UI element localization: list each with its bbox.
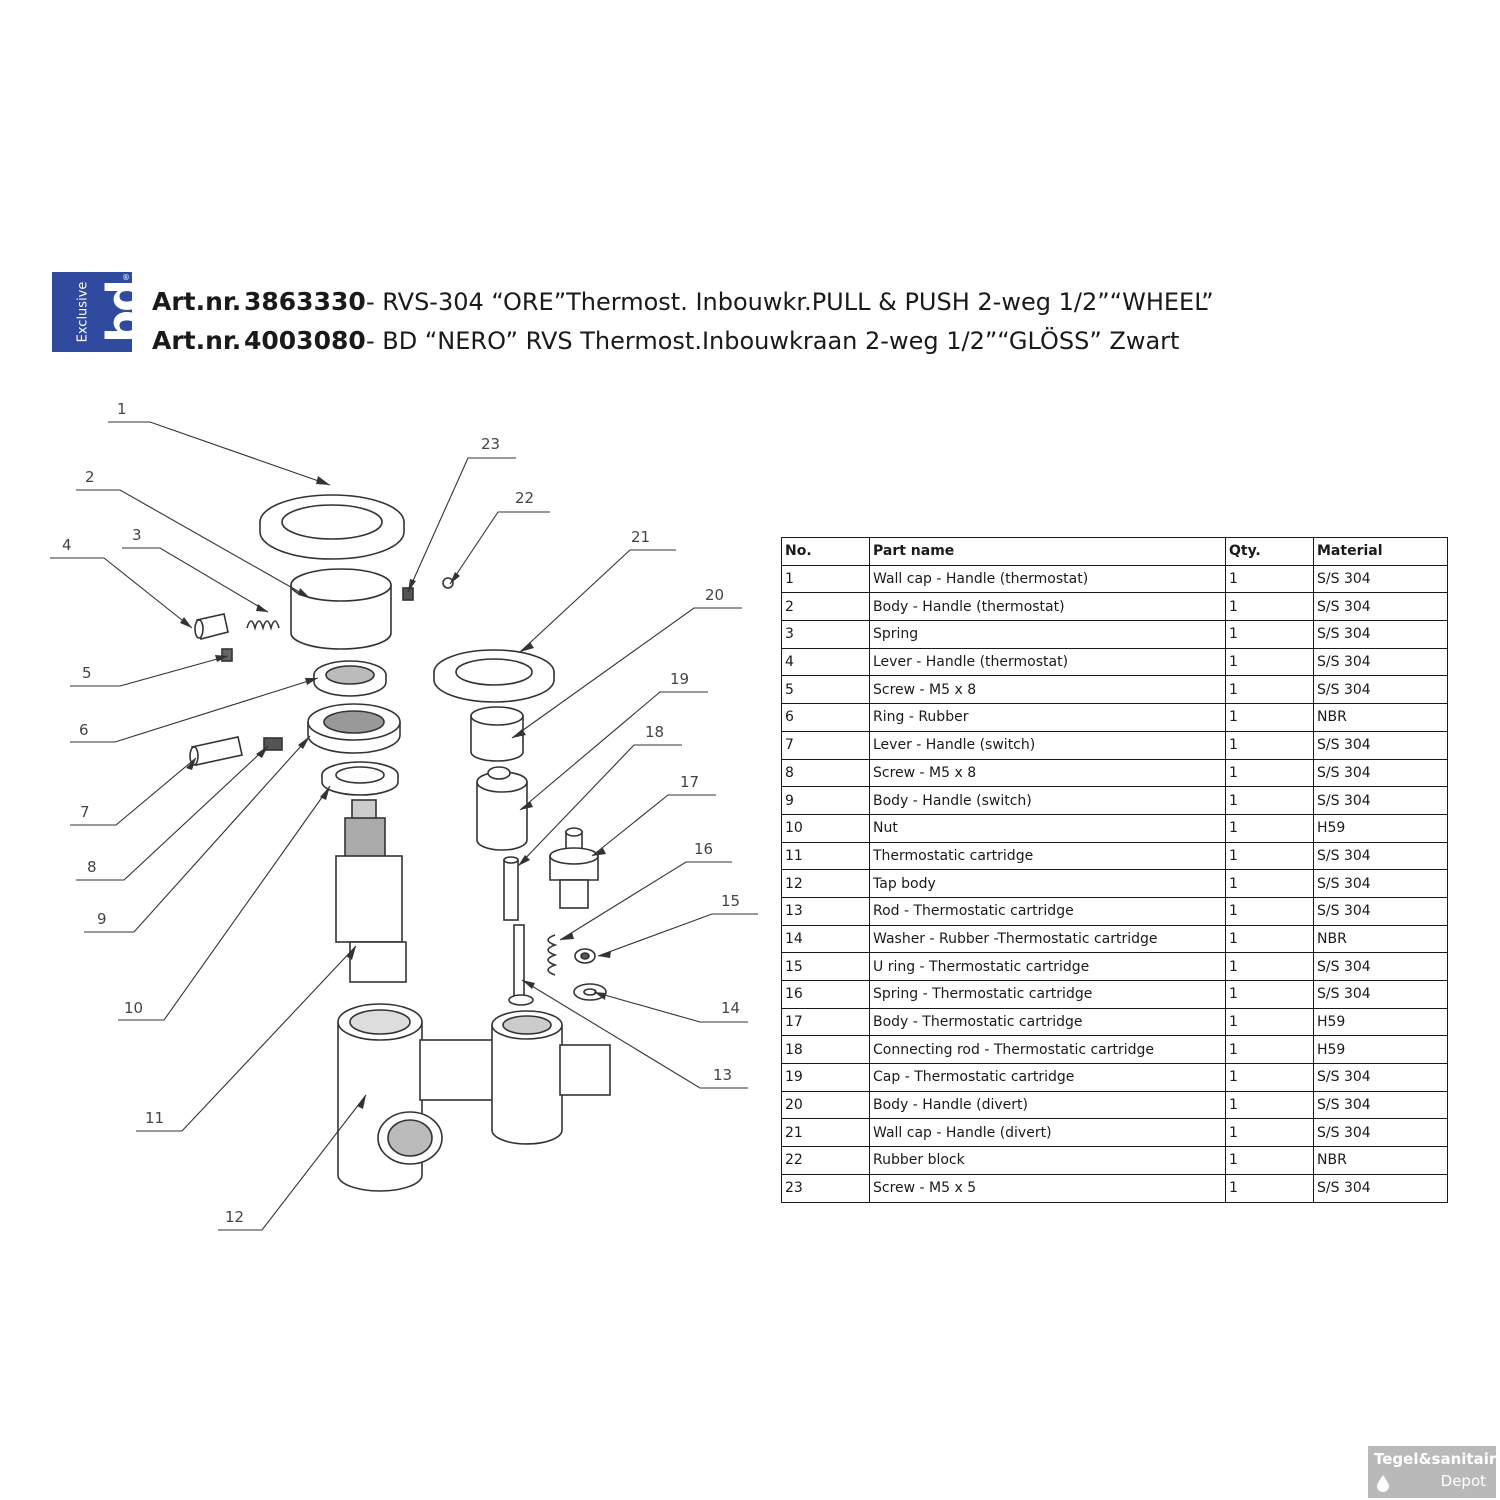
cell-no: 1 — [782, 565, 870, 593]
part-body-handle-divert — [471, 707, 523, 761]
cell-no: 10 — [782, 814, 870, 842]
cell-qty: 1 — [1226, 842, 1314, 870]
cell-part-name: Washer - Rubber -Thermostatic cartridge — [870, 925, 1226, 953]
cell-no: 19 — [782, 1064, 870, 1092]
cell-part-name: Spring — [870, 621, 1226, 649]
table-row — [782, 704, 1448, 732]
part-tap-body — [338, 1004, 610, 1191]
table-row — [782, 897, 1448, 925]
callout-6: 6 — [79, 721, 89, 739]
table-row — [782, 621, 1448, 649]
table-header-row — [782, 538, 1448, 566]
cell-material: H59 — [1314, 814, 1448, 842]
cell-qty: 1 — [1226, 1091, 1314, 1119]
callout-14: 14 — [721, 999, 741, 1017]
table-row — [782, 676, 1448, 704]
cell-no: 7 — [782, 731, 870, 759]
part-spring-thermostatic — [548, 935, 555, 975]
logo-vertical-text: Exclusive — [75, 281, 91, 343]
part-wall-cap-divert — [434, 650, 554, 702]
cell-qty: 1 — [1226, 676, 1314, 704]
part-u-ring — [575, 949, 595, 963]
cell-qty: 1 — [1226, 1174, 1314, 1202]
cell-part-name: Wall cap - Handle (thermostat) — [870, 565, 1226, 593]
cell-qty: 1 — [1226, 814, 1314, 842]
cell-no: 22 — [782, 1147, 870, 1175]
article-label: Art.nr. — [152, 287, 242, 316]
cell-material: NBR — [1314, 925, 1448, 953]
table-row — [782, 814, 1448, 842]
cell-no: 12 — [782, 870, 870, 898]
cell-material: S/S 304 — [1314, 759, 1448, 787]
table-row — [782, 1008, 1448, 1036]
cell-qty: 1 — [1226, 1036, 1314, 1064]
cell-part-name: Rod - Thermostatic cartridge — [870, 897, 1226, 925]
callout-17: 17 — [680, 773, 700, 791]
cell-no: 20 — [782, 1091, 870, 1119]
drop-icon — [1376, 1474, 1390, 1492]
callout-16: 16 — [694, 840, 714, 858]
table-row — [782, 842, 1448, 870]
table-row — [782, 648, 1448, 676]
cell-qty: 1 — [1226, 704, 1314, 732]
cell-qty: 1 — [1226, 621, 1314, 649]
cell-part-name: Connecting rod - Thermostatic cartridge — [870, 1036, 1226, 1064]
part-body-handle-thermostat — [291, 569, 391, 649]
part-lever-switch — [190, 737, 242, 765]
table-row — [782, 870, 1448, 898]
cell-part-name: Spring - Thermostatic cartridge — [870, 981, 1226, 1009]
callout-12: 12 — [225, 1208, 245, 1226]
cell-no: 15 — [782, 953, 870, 981]
part-body-handle-switch — [308, 704, 400, 753]
cell-no: 5 — [782, 676, 870, 704]
cell-qty: 1 — [1226, 648, 1314, 676]
callout-10: 10 — [124, 999, 144, 1017]
cell-material: S/S 304 — [1314, 621, 1448, 649]
cell-part-name: Tap body — [870, 870, 1226, 898]
article-number: 4003080 — [244, 326, 366, 355]
article-number: 3863330 — [244, 287, 366, 316]
part-rubber-block — [443, 578, 453, 588]
part-screw-m5x5 — [403, 588, 413, 600]
part-lever-thermostat — [195, 614, 228, 639]
table-row — [782, 593, 1448, 621]
cell-material: S/S 304 — [1314, 1174, 1448, 1202]
callout-18: 18 — [645, 723, 665, 741]
cell-material: H59 — [1314, 1008, 1448, 1036]
cell-material: S/S 304 — [1314, 981, 1448, 1009]
cell-qty: 1 — [1226, 953, 1314, 981]
cell-part-name: Body - Handle (thermostat) — [870, 593, 1226, 621]
cell-no: 17 — [782, 1008, 870, 1036]
part-ring-rubber — [314, 661, 386, 696]
callout-11: 11 — [145, 1109, 165, 1127]
watermark-line-2: Depot — [1440, 1472, 1486, 1490]
cell-no: 6 — [782, 704, 870, 732]
header-material: Material — [1314, 538, 1448, 566]
cell-material: S/S 304 — [1314, 1119, 1448, 1147]
cell-no: 9 — [782, 787, 870, 815]
table-row — [782, 981, 1448, 1009]
cell-material: S/S 304 — [1314, 648, 1448, 676]
part-body-thermostatic — [550, 828, 598, 908]
table-row — [782, 1119, 1448, 1147]
callout-7: 7 — [80, 803, 90, 821]
header-part-name: Part name — [870, 538, 1226, 566]
cell-qty: 1 — [1226, 925, 1314, 953]
cell-qty: 1 — [1226, 897, 1314, 925]
cell-material: S/S 304 — [1314, 897, 1448, 925]
cell-material: NBR — [1314, 704, 1448, 732]
cell-part-name: Wall cap - Handle (divert) — [870, 1119, 1226, 1147]
cell-no: 4 — [782, 648, 870, 676]
callout-21: 21 — [631, 528, 651, 546]
cell-material: S/S 304 — [1314, 870, 1448, 898]
table-row — [782, 953, 1448, 981]
cell-no: 21 — [782, 1119, 870, 1147]
cell-qty: 1 — [1226, 565, 1314, 593]
cell-no: 14 — [782, 925, 870, 953]
callout-22: 22 — [515, 489, 535, 507]
callout-13: 13 — [713, 1066, 733, 1084]
callout-8: 8 — [87, 858, 97, 876]
cell-material: NBR — [1314, 1147, 1448, 1175]
cell-qty: 1 — [1226, 759, 1314, 787]
logo-mark: bd — [97, 281, 151, 343]
callout-9: 9 — [97, 910, 107, 928]
cell-qty: 1 — [1226, 731, 1314, 759]
cell-qty: 1 — [1226, 1064, 1314, 1092]
table-row — [782, 731, 1448, 759]
cell-no: 18 — [782, 1036, 870, 1064]
table-row — [782, 1147, 1448, 1175]
callout-5: 5 — [82, 664, 92, 682]
cell-material: S/S 304 — [1314, 676, 1448, 704]
cell-material: H59 — [1314, 1036, 1448, 1064]
cell-part-name: Nut — [870, 814, 1226, 842]
callout-1: 1 — [117, 400, 127, 418]
cell-material: S/S 304 — [1314, 1091, 1448, 1119]
table-row — [782, 1174, 1448, 1202]
part-thermostatic-cartridge — [336, 800, 406, 982]
cell-material: S/S 304 — [1314, 593, 1448, 621]
cell-qty: 1 — [1226, 1008, 1314, 1036]
cell-no: 13 — [782, 897, 870, 925]
table-row — [782, 1036, 1448, 1064]
part-cap-thermostatic — [477, 767, 527, 850]
part-nut — [322, 762, 398, 795]
cell-qty: 1 — [1226, 870, 1314, 898]
part-spring — [247, 621, 279, 628]
cell-qty: 1 — [1226, 593, 1314, 621]
cell-qty: 1 — [1226, 1147, 1314, 1175]
cell-no: 11 — [782, 842, 870, 870]
cell-material: S/S 304 — [1314, 731, 1448, 759]
part-rod-thermostatic — [509, 925, 533, 1005]
callout-19: 19 — [670, 670, 690, 688]
watermark — [1368, 1446, 1496, 1498]
callout-20: 20 — [705, 586, 725, 604]
cell-no: 3 — [782, 621, 870, 649]
part-connecting-rod — [504, 857, 518, 920]
cell-part-name: Lever - Handle (thermostat) — [870, 648, 1226, 676]
header-qty: Qty. — [1226, 538, 1314, 566]
part-wall-cap-thermostat — [260, 495, 404, 559]
cell-part-name: Screw - M5 x 8 — [870, 676, 1226, 704]
cell-part-name: Ring - Rubber — [870, 704, 1226, 732]
cell-part-name: Thermostatic cartridge — [870, 842, 1226, 870]
cell-part-name: Cap - Thermostatic cartridge — [870, 1064, 1226, 1092]
cell-part-name: Lever - Handle (switch) — [870, 731, 1226, 759]
header-no: No. — [782, 538, 870, 566]
cell-material: S/S 304 — [1314, 565, 1448, 593]
cell-material: S/S 304 — [1314, 787, 1448, 815]
cell-part-name: Body - Handle (switch) — [870, 787, 1226, 815]
table-row — [782, 759, 1448, 787]
cell-part-name: Body - Thermostatic cartridge — [870, 1008, 1226, 1036]
callout-3: 3 — [132, 526, 142, 544]
parts-table — [781, 537, 1448, 1203]
cell-part-name: Body - Handle (divert) — [870, 1091, 1226, 1119]
callout-15: 15 — [721, 892, 741, 910]
cell-part-name: Screw - M5 x 8 — [870, 759, 1226, 787]
cell-no: 23 — [782, 1174, 870, 1202]
article-description: - RVS-304 “ORE”Thermost. Inbouwkr.PULL & PUSH 2-weg 1/2”“WHEEL” — [366, 288, 1214, 316]
cell-no: 8 — [782, 759, 870, 787]
callout-2: 2 — [85, 468, 95, 486]
callout-4: 4 — [62, 536, 72, 554]
part-screw-m5x8 — [222, 649, 232, 661]
cell-no: 16 — [782, 981, 870, 1009]
cell-qty: 1 — [1226, 787, 1314, 815]
table-row — [782, 787, 1448, 815]
watermark-line-1: Tegel&sanitair — [1374, 1450, 1497, 1468]
cell-material: S/S 304 — [1314, 953, 1448, 981]
part-washer-rubber — [574, 984, 606, 1000]
cell-material: S/S 304 — [1314, 842, 1448, 870]
table-row — [782, 1091, 1448, 1119]
article-description: - BD “NERO” RVS Thermost.Inbouwkraan 2-weg 1/2”“GLÖSS” Zwart — [366, 327, 1180, 355]
cell-no: 2 — [782, 593, 870, 621]
table-row — [782, 565, 1448, 593]
article-label: Art.nr. — [152, 326, 242, 355]
cell-part-name: Rubber block — [870, 1147, 1226, 1175]
cell-part-name: U ring - Thermostatic cartridge — [870, 953, 1226, 981]
table-row — [782, 1064, 1448, 1092]
cell-qty: 1 — [1226, 1119, 1314, 1147]
table-row — [782, 925, 1448, 953]
cell-qty: 1 — [1226, 981, 1314, 1009]
cell-material: S/S 304 — [1314, 1064, 1448, 1092]
registered-mark: ® — [122, 273, 130, 282]
cell-part-name: Screw - M5 x 5 — [870, 1174, 1226, 1202]
callout-23: 23 — [481, 435, 501, 453]
